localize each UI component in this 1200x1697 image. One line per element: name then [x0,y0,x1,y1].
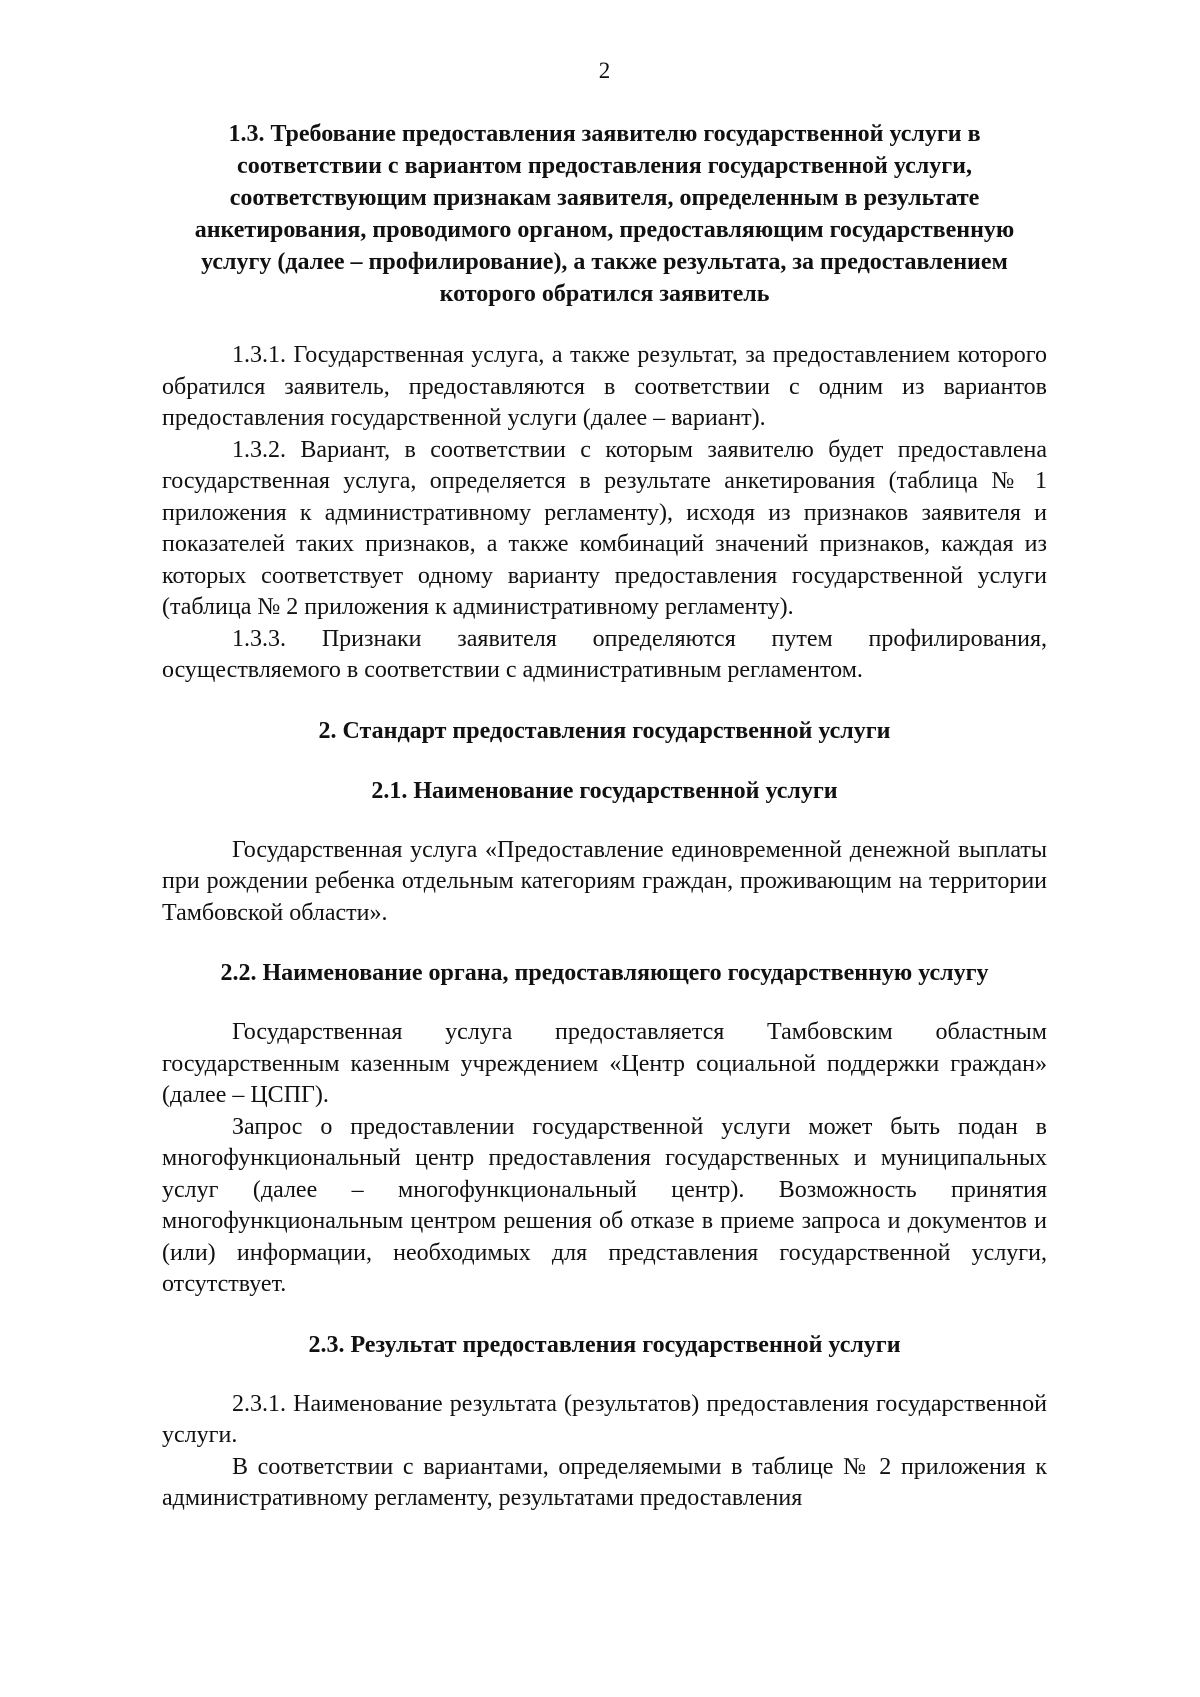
section-1-3-heading: 1.3. Требование предоставления заявителю государственной услуги в соответствии с вариантом предоставления государственной услуги, соответствующим признакам заявителя, определенным в результате анкетирования, проводимого органом, предоставляющим государственную услугу (далее – профилирование), а также результата, за предоставлением которого обратился заявитель [194,121,1015,307]
paragraph-2-3-2: В соответствии с вариантами, определяемыми в таблице № 2 приложения к административному регламенту, результатами предоставления [162,1453,1047,1511]
section-2-1-heading: 2.1. Наименование государственной услуги [371,777,838,804]
section-2-3-heading: 2.3. Результат предоставления государственной услуги [308,1331,901,1358]
paragraph-1-3-1: 1.3.1. Государственная услуга, а также результат, за предоставлением которого обратился заявитель, предоставляются в соответствии с одним из вариантов предоставления государственной услуги (далее – вариант). [162,342,1047,431]
paragraph-2-2-1: Государственная услуга предоставляется Тамбовским областным государственным казенным учреждением «Центр социальной поддержки граждан» (далее – ЦСПГ). [162,1019,1047,1108]
page-number: 2 [598,58,611,83]
paragraph-1-3-3: 1.3.3. Признаки заявителя определяются путем профилирования, осуществляемого в соответствии с административным регламентом. [162,625,1047,683]
paragraph-2-3-1: 2.3.1. Наименование результата (результатов) предоставления государственной услуги. [162,1390,1047,1448]
section-2-heading: 2. Стандарт предоставления государственной услуги [318,717,891,744]
paragraph-2-2-2: Запрос о предоставлении государственной услуги может быть подан в многофункциональный центр предоставления государственных и муниципальных услуг (далее – многофункциональный центр). Возможность принятия многофункциональным центром решения об отказе в приеме запроса и документов и (или) информации, необходимых для представления государственной услуги, отсутствует. [162,1113,1047,1297]
paragraph-2-1: Государственная услуга «Предоставление единовременной денежной выплаты при рождении ребенка отдельным категориям граждан, проживающим на территории Тамбовской области». [162,836,1047,926]
paragraph-1-3-2: 1.3.2. Вариант, в соответствии с которым заявителю будет предоставлена государственная услуга, определяется в результате анкетирования (таблица № 1 приложения к административному регламенту), исходя из признаков заявителя и показателей таких признаков, а также комбинаций значений признаков, каждая из которых соответствует одному варианту предоставления государственной услуги (таблица № 2 приложения к административному регламенту). [162,436,1047,620]
section-2-2-heading: 2.2. Наименование органа, предоставляющего государственную услугу [220,960,989,986]
